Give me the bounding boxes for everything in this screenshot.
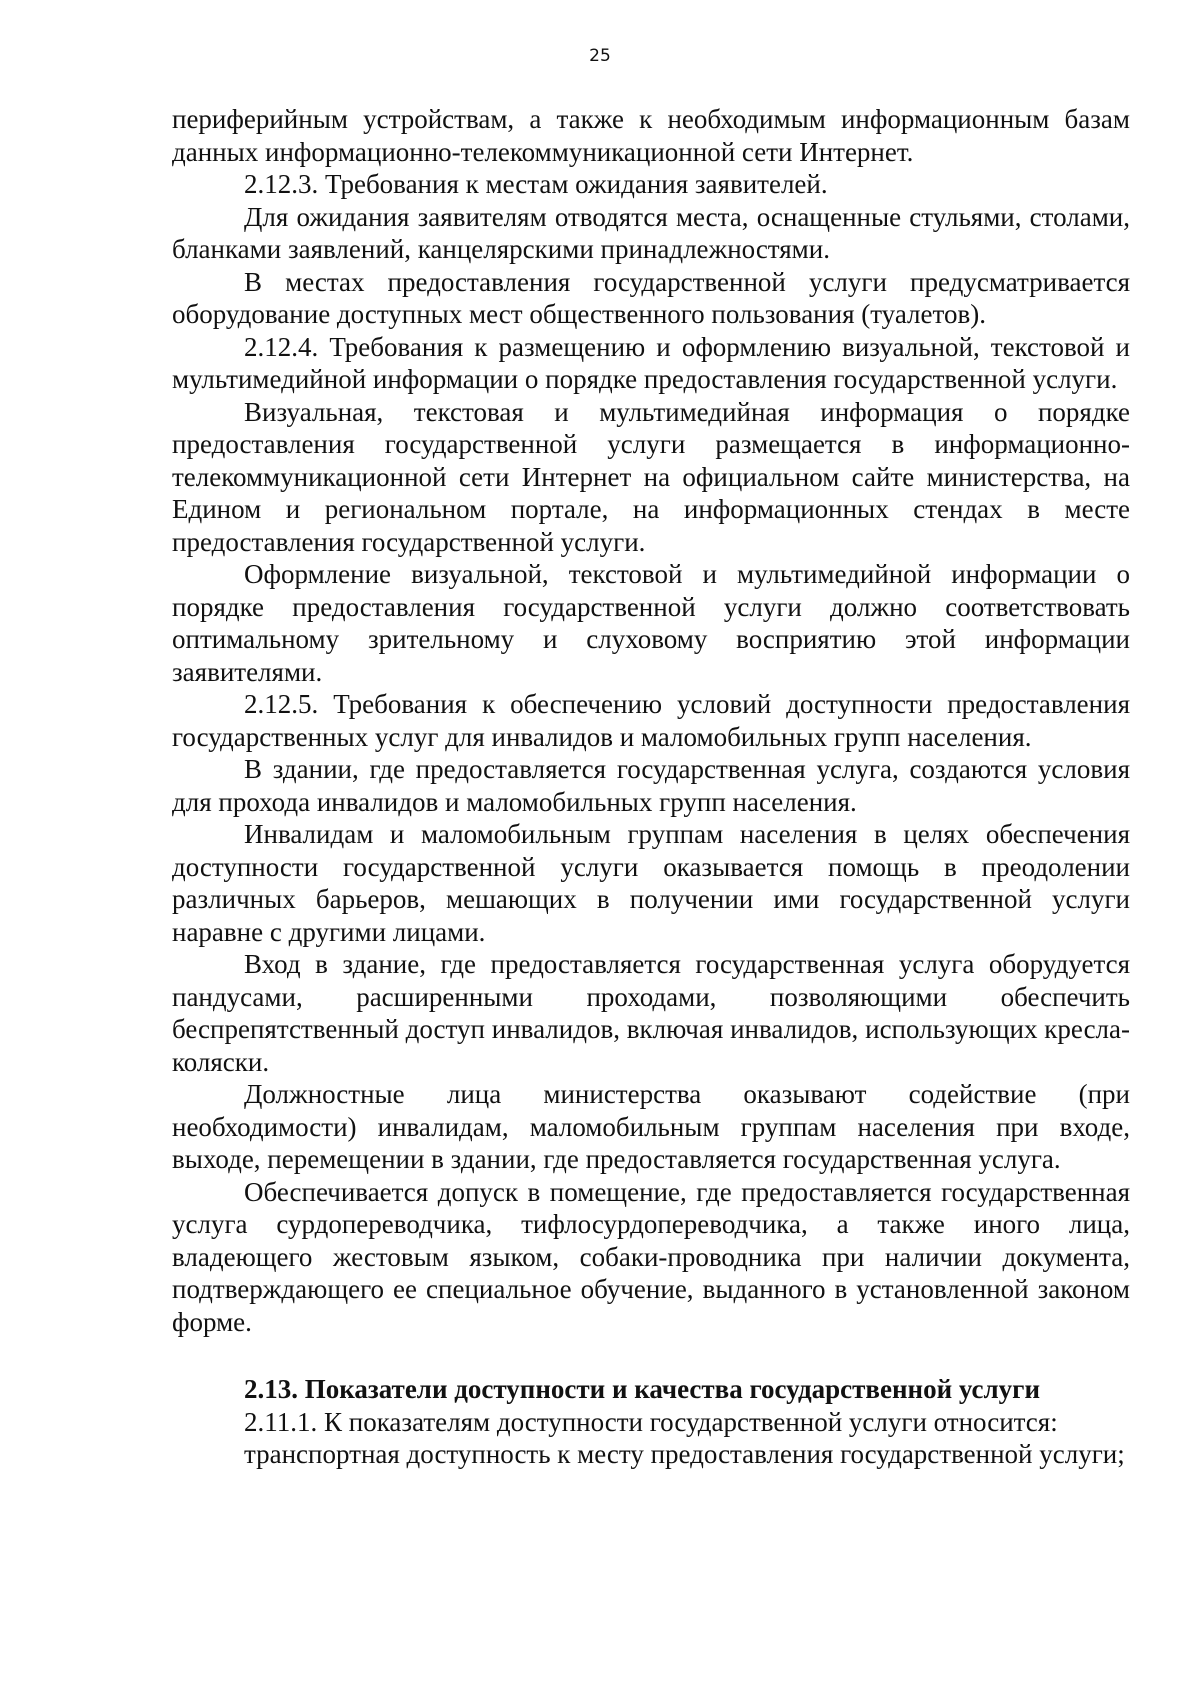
paragraph-transport-access: транспортная доступность к месту предоставления государственной услуги; — [244, 1439, 1125, 1469]
paragraph-toilets: В местах предоставления государственной услуги предусматривается оборудование доступных мест общественного пользования (туалетов). — [172, 266, 1130, 329]
paragraph-info-placement: Визуальная, текстовая и мультимедийная информация о порядке предоставления государственной услуги размещается в информационно-телекоммуникационной сети Интернет на официальном сайте министерства, на Едином и региональном портале, на информационных стендах в месте предоставления государственной услуги. — [172, 396, 1130, 557]
paragraph-2-12-5-title: 2.12.5. Требования к обеспечению условий доступности предоставления государственных услуг для инвалидов и маломобильных групп населения. — [172, 689, 1130, 752]
paragraph-info-design: Оформление визуальной, текстовой и мультимедийной информации о порядке предоставления государственной услуги должно соответствовать оптимальному зрительному и слуховому восприятию этой информации заявителями. — [172, 559, 1130, 687]
paragraph-continuation: периферийным устройствам, а также к необходимым информационным базам данных информационно-телекоммуникационной сети Интернет. — [172, 104, 1130, 167]
paragraph-2-12-4-title: 2.12.4. Требования к размещению и оформлению визуальной, текстовой и мультимедийной информации о порядке предоставления государственной услуги. — [172, 331, 1130, 394]
paragraph-barrier-help: Инвалидам и маломобильным группам населения в целях обеспечения доступности государственной услуги оказывается помощь в преодолении различных барьеров, мешающих в получении ими государственной услуги наравне с другими лицами. — [172, 819, 1130, 947]
paragraph-interpreter-access: Обеспечивается допуск в помещение, где предоставляется государственная услуга сурдопереводчика, тифлосурдопереводчика, а также иного лица, владеющего жестовым языком, собаки-проводника при наличии документа, подтверждающего ее специальное обучение, выданного в установленной законом форме. — [172, 1176, 1130, 1337]
document-body — [172, 103, 1130, 1471]
paragraph-waiting-places: Для ожидания заявителям отводятся места, оснащенные стульями, столами, бланками заявлений, канцелярскими принадлежностями. — [172, 201, 1130, 264]
section-heading-2-13: 2.13. Показатели доступности и качества государственной услуги — [244, 1374, 1040, 1404]
paragraph-2-12-3-title: 2.12.3. Требования к местам ожидания заявителей. — [244, 169, 828, 199]
paragraph-entrance-ramps: Вход в здание, где предоставляется государственная услуга оборудуется пандусами, расширенными проходами, позволяющими обеспечить беспрепятственный доступ инвалидов, включая инвалидов, использующих кресла-коляски. — [172, 949, 1130, 1077]
paragraph-2-11-1: 2.11.1. К показателям доступности государственной услуги относится: — [244, 1406, 1058, 1437]
page-number: 25 — [589, 46, 611, 66]
paragraph-officials-assistance: Должностные лица министерства оказывают содействие (при необходимости) инвалидам, маломобильным группам населения при входе, выходе, перемещении в здании, где предоставляется государственная услуга. — [172, 1079, 1130, 1174]
paragraph-building-conditions: В здании, где предоставляется государственная услуга, создаются условия для прохода инвалидов и маломобильных групп населения. — [172, 754, 1130, 817]
